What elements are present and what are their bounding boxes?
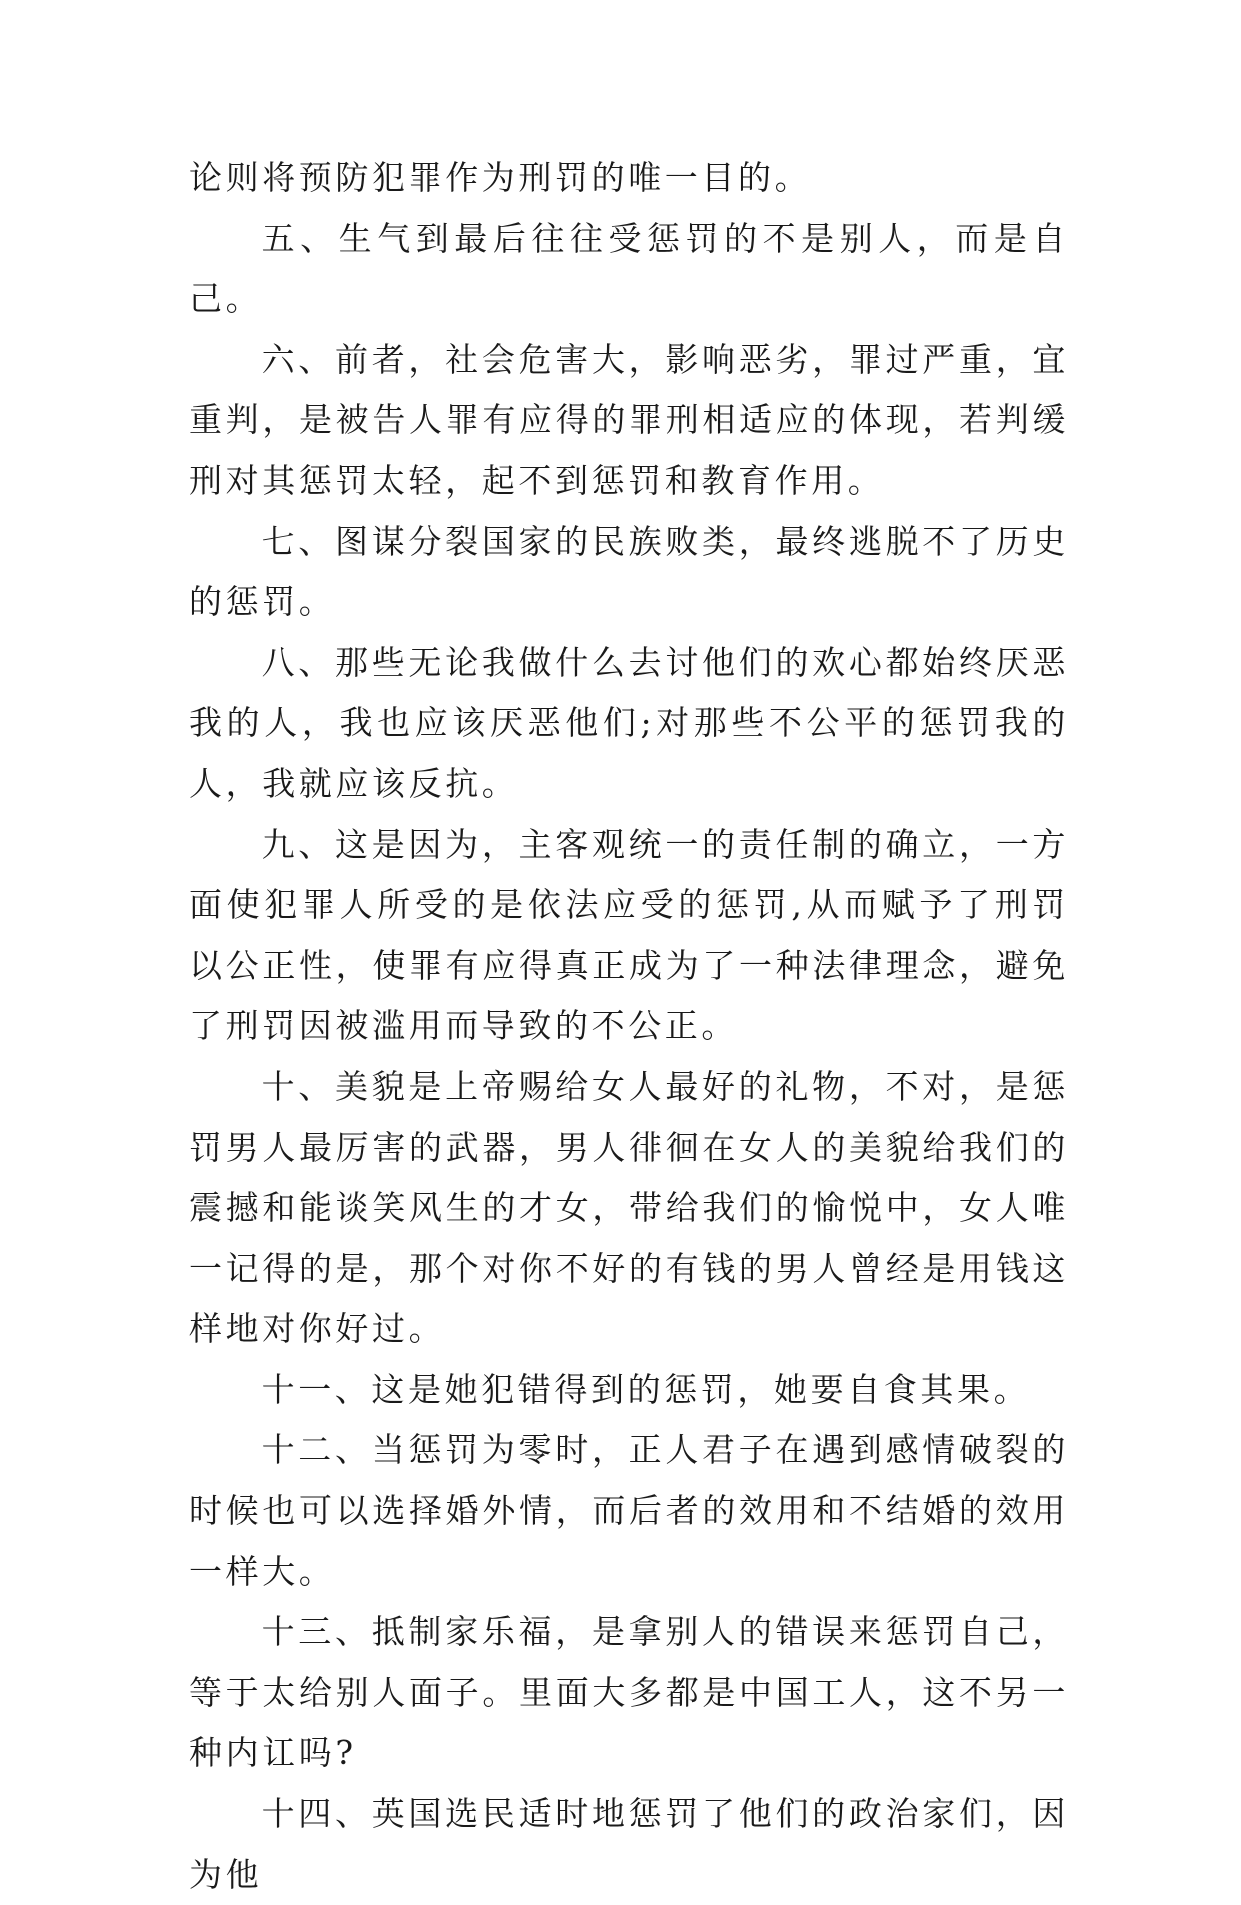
paragraph-item-7: 七、图谋分裂国家的民族败类，最终逃脱不了历史的惩罚。: [189, 521, 1069, 622]
paragraph-item-6: 六、前者，社会危害大，影响恶劣，罪过严重，宜重判，是被告人罪有应得的罪刑相适应的体现，若判缓刑对其惩罚太轻，起不到惩罚和教育作用。: [189, 339, 1069, 500]
document-body: [189, 148, 1069, 1905]
paragraph-item-13: 十三、抵制家乐福，是拿别人的错误来惩罚自己，等于太给别人面子。里面大多都是中国工人，这不另一种内讧吗?: [189, 1612, 1069, 1773]
paragraph-continuation: 论则将预防犯罪作为刑罚的唯一目的。: [189, 158, 812, 197]
paragraph-item-9: 九、这是因为，主客观统一的责任制的确立，一方面使犯罪人所受的是依法应受的惩罚,从而赋予了刑罚以公正性，使罪有应得真正成为了一种法律理念，避免了刑罚因被滥用而导致的不公正。: [189, 824, 1069, 1046]
paragraph-item-11: 十一、这是她犯错得到的惩罚，她要自食其果。: [261, 1369, 1031, 1409]
paragraph-item-8: 八、那些无论我做什么去讨他们的欢心都始终厌恶我的人，我也应该厌恶他们;对那些不公平的惩罚我的人，我就应该反抗。: [189, 642, 1069, 803]
paragraph-item-12: 十二、当惩罚为零时，正人君子在遇到感情破裂的时候也可以选择婚外情，而后者的效用和不结婚的效用一样大。: [189, 1430, 1069, 1591]
paragraph-item-10: 十、美貌是上帝赐给女人最好的礼物，不对，是惩罚男人最厉害的武器，男人徘徊在女人的美貌给我们的震撼和能谈笑风生的才女，带给我们的愉悦中，女人唯一记得的是，那个对你不好的有钱的男人曾经是用钱这样地对你好过。: [189, 1066, 1069, 1349]
paragraph-item-14: 十四、英国选民适时地惩罚了他们的政治家们，因为他: [189, 1794, 1069, 1894]
paragraph-item-5: 五、生气到最后往往受惩罚的不是别人，而是自己。: [189, 218, 1069, 319]
